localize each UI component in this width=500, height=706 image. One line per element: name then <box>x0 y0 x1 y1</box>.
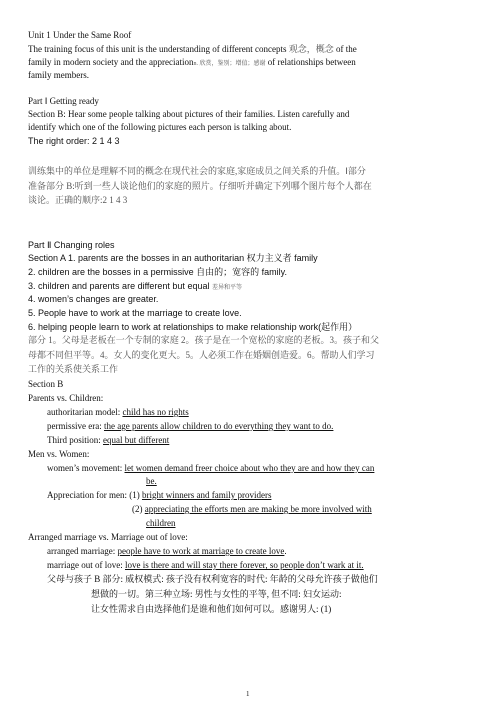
part1-chinese-line-2: 准备部分 B:听到一些人谈论他们的家庭的照片。仔细听并确定下列哪个图片每个人都在 <box>28 181 372 191</box>
sectionb-label: Section B <box>28 379 64 389</box>
intro-line-1: The training focus of this unit is the understanding of different concepts 观念，概念 of the <box>28 44 357 54</box>
permissive-era: permissive era: the age parents allow children to do everything they want to do. <box>47 421 334 431</box>
authoritarian-model: authoritarian model: child has no rights <box>47 407 189 417</box>
part2-item-1: Section A 1. parents are the bosses in an authoritarian 权力主义者 family <box>28 253 318 263</box>
part1-chinese-line-1: 训练集中的单位是理解不同的概念在现代社会的家庭,家庭成员之间关系的升值。Ⅰ部分 <box>28 166 366 176</box>
intro-line-2: family in modern society and the appreciationn. 欣赏，鉴别；增值；感谢 of relationships between <box>28 57 356 67</box>
part2-item-5: 5. People have to work at the marriage to create love. <box>28 308 242 318</box>
part2-chinese-line-3: 工作的关系使关系工作 <box>28 364 119 374</box>
part1-sectionb-line-2: identify which one of the following pictures each person is talking about. <box>28 122 292 132</box>
part2-item-2: 2. children are the bosses in a permissive 自由的；宽容的 family. <box>28 267 287 277</box>
part2-item-4: 4. women’s changes are greater. <box>28 294 159 304</box>
womens-movement-cont: be. <box>146 476 157 486</box>
sectionb-chinese-line-2: 想做的一切。第三种立场: 男性与女性的平等, 但不同: 妇女运动: <box>91 589 342 599</box>
part1-heading: Part Ⅰ Getting ready <box>28 96 99 106</box>
right-order: The right order: 2 1 4 3 <box>28 136 120 146</box>
men-vs-women: Men vs. Women: <box>28 449 90 459</box>
marriage-out-of-love: marriage out of love: love is there and will stay there forever, so people don’t wark at it. <box>47 560 364 570</box>
part2-chinese-line-1: 部分 1。父母是老板在一个专制的家庭 2。孩子是在一个宽松的家庭的老板。3。孩子和父 <box>28 335 380 345</box>
sectionb-chinese-line-1: 父母与孩子 B 部分: 威权模式: 孩子没有权利宽容的时代: 年龄的父母允许孩子做他们 <box>47 574 378 584</box>
page-title: Unit 1 Under the Same Roof <box>28 30 132 40</box>
third-position: Third position: equal but different <box>47 435 170 445</box>
page-number: 1 <box>246 690 250 698</box>
sectionb-chinese-line-3: 让女性需求自由选择他们是谁和他们如何可以。感谢男人: (1) <box>91 604 332 614</box>
part2-item-3: 3. children and parents are different but equal 差异和平等 <box>28 281 242 291</box>
appreciation-for-men-2-cont: children <box>146 518 176 528</box>
part2-chinese-line-2: 母都不同但平等。4。女人的变化更大。5。人必须工作在婚姻创造爱。6。帮助人们学习 <box>28 350 375 360</box>
appreciation-for-men-1: Appreciation for men: (1) bright winners and family providers <box>47 490 272 500</box>
intro-line-3: family members. <box>28 70 89 80</box>
arranged-vs-love: Arranged marriage vs. Marriage out of love: <box>28 532 188 542</box>
part2-item-6: 6. helping people learn to work at relationships to make relationship work(起作用） <box>28 322 358 332</box>
appreciation-for-men-2: (2) appreciating the efforts men are making be more involved with <box>132 504 372 514</box>
arranged-marriage: arranged marriage: people have to work at marriage to create love. <box>47 546 287 556</box>
womens-movement: women’s movement: let women demand freer choice about who they are and how they can <box>47 463 375 473</box>
part1-chinese-line-3: 谈论。正确的顺序:2 1 4 3 <box>28 195 128 205</box>
part1-sectionb-line-1: Section B: Hear some people talking about pictures of their families. Listen carefully and <box>28 109 350 119</box>
part2-heading: Part Ⅱ Changing roles <box>28 240 115 250</box>
parents-vs-children: Parents vs. Children: <box>28 393 104 403</box>
